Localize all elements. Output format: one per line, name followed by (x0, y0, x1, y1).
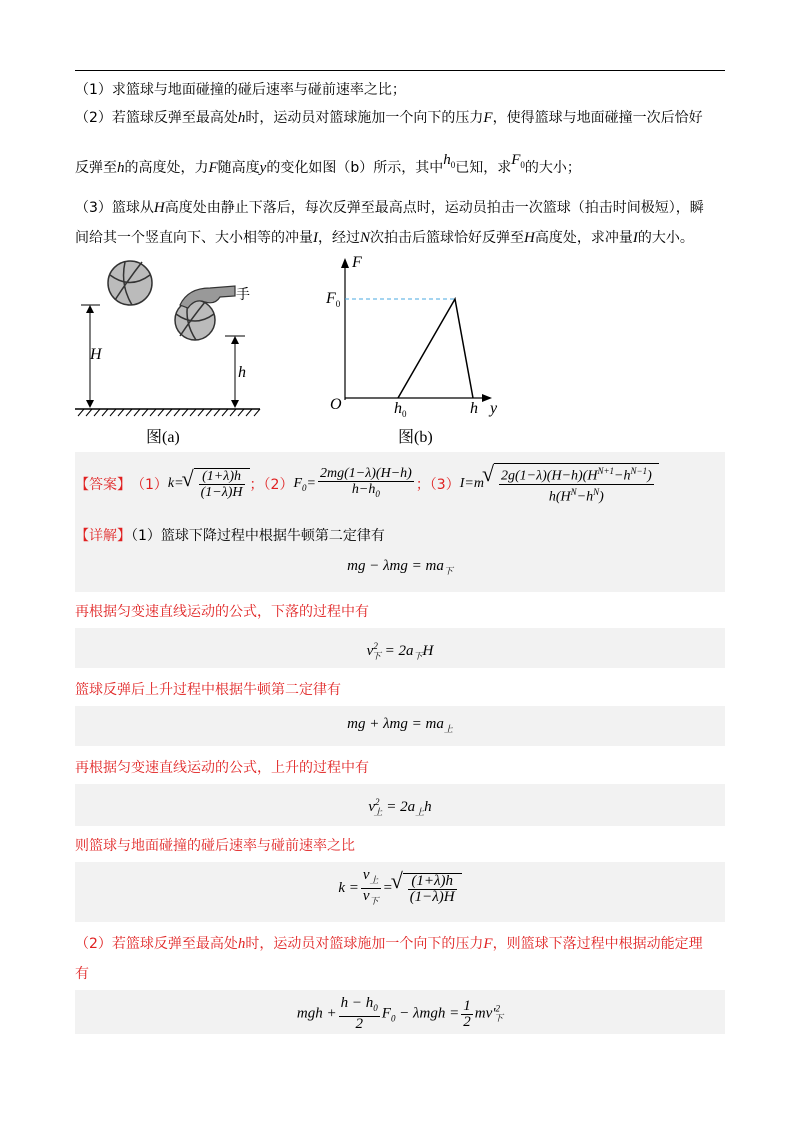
question-2-line-1: （2）若篮球反弹至最高处h时，运动员对篮球施加一个向下的压力F，使得篮球与地面碰撞一次后恰好 (75, 110, 703, 126)
answer-tag: 【答案】 (75, 477, 131, 493)
fig-b-label-h0: $h_0$ (394, 400, 407, 420)
question-3-line-2: 间给其一个竖直向下、大小相等的冲量I，经过N次拍击后篮球恰好反弹至H高度处，求冲量I的大小。 (75, 230, 694, 246)
question-1: （1）求篮球与地面碰撞的碰后速率与碰前速率之比； (75, 82, 406, 98)
solution-eq-f: mgh + $\frac{h - h_0}{2}$ $F_0 - \lambda mgh$ = $\frac{1}{2}$ $mv'^2_下$ (296, 995, 504, 1032)
basketball-with-hand-icon (175, 286, 235, 340)
answer-eq-2: $F_0=$ $\frac{2mg(1-\lambda)(H-h)}{h-h_0}$ (293, 466, 412, 499)
fig-a-label-hand: 手 (236, 287, 250, 303)
fig-b-caption: 图(b) (398, 429, 433, 446)
fig-b-label-h: h (470, 400, 478, 417)
fig-a-label-h: h (238, 364, 246, 381)
answer-line: 【答案】 （1） k= √ $\frac{(1+\lambda)h}{(1-\lambda)H}$ ；（2） $F_0=$ $\frac{2mg(1-\lambda)(H-h)}{h-h_0}$ ；（3） I=m √ $\frac{2g(1-\lambda)(H-h)(H^{N+1}-h^{N-1})}{h(H^N-h^N)}$ (75, 464, 725, 504)
fig-b-label-y: y (490, 400, 498, 417)
fig-a-label-H: H (90, 346, 102, 363)
answer-eq-1: k= √ $\frac{(1+\lambda)h}{(1-\lambda)H}$ (168, 468, 250, 500)
figure-b-graph (330, 250, 510, 420)
question-2-line-2: 反弹至h的高度处，力F随高度y的变化如图（b）所示，其中$h_0$已知，求$F_0$的大小； (75, 152, 581, 176)
ground-hatch (75, 409, 260, 416)
solution-intro: 【详解】（1）篮球下降过程中根据牛顿第二定律有 (75, 528, 385, 544)
top-rule (75, 70, 725, 71)
y-axis-arrow (341, 258, 349, 268)
question-3-line-1: （3）篮球从H高度处由静止下落后，每次反弹至最高点时，运动员拍击一次篮球（拍击时间极短），瞬 (75, 200, 704, 216)
force-curve (398, 299, 473, 398)
fig-b-label-F0: $F_0$ (326, 290, 341, 310)
solution-text-b: 再根据匀变速直线运动的公式，下落的过程中有 (75, 604, 369, 620)
solution-text-f-1: （2）若篮球反弹至最高处h时，运动员对篮球施加一个向下的压力F，则篮球下落过程中根据动能定理 (75, 936, 703, 952)
fig-a-caption: 图(a) (146, 429, 180, 446)
solution-eq-c: mg + $\lambda mg = ma_上$ (347, 716, 453, 734)
solution-eq-e: k = $\frac{v_上}{v_下}$ = √ $\frac{(1+\lambda)h}{(1-\lambda)H}$ (75, 868, 725, 909)
solution-text-c: 篮球反弹后上升过程中根据牛顿第二定律有 (75, 682, 341, 698)
basketball-icon (108, 261, 152, 305)
solution-text-e: 则篮球与地面碰撞的碰后速率与碰前速率之比 (75, 838, 355, 854)
fig-b-label-O: O (330, 396, 342, 413)
solution-eq-a: mg − $\lambda mg = ma_下$ (347, 558, 453, 576)
solution-text-f-2: 有 (75, 966, 89, 982)
solution-eq-b: $v^2_下 = 2a_下H$ (366, 641, 434, 661)
solution-text-d: 再根据匀变速直线运动的公式，上升的过程中有 (75, 760, 369, 776)
fig-b-label-F: F (352, 254, 362, 271)
answer-eq-3: I=m √ $\frac{2g(1-\lambda)(H-h)(H^{N+1}-h^{N-1})}{h(H^N-h^N)}$ (460, 463, 659, 504)
solution-eq-d: $v^2_上 = 2a_上h$ (368, 797, 432, 817)
